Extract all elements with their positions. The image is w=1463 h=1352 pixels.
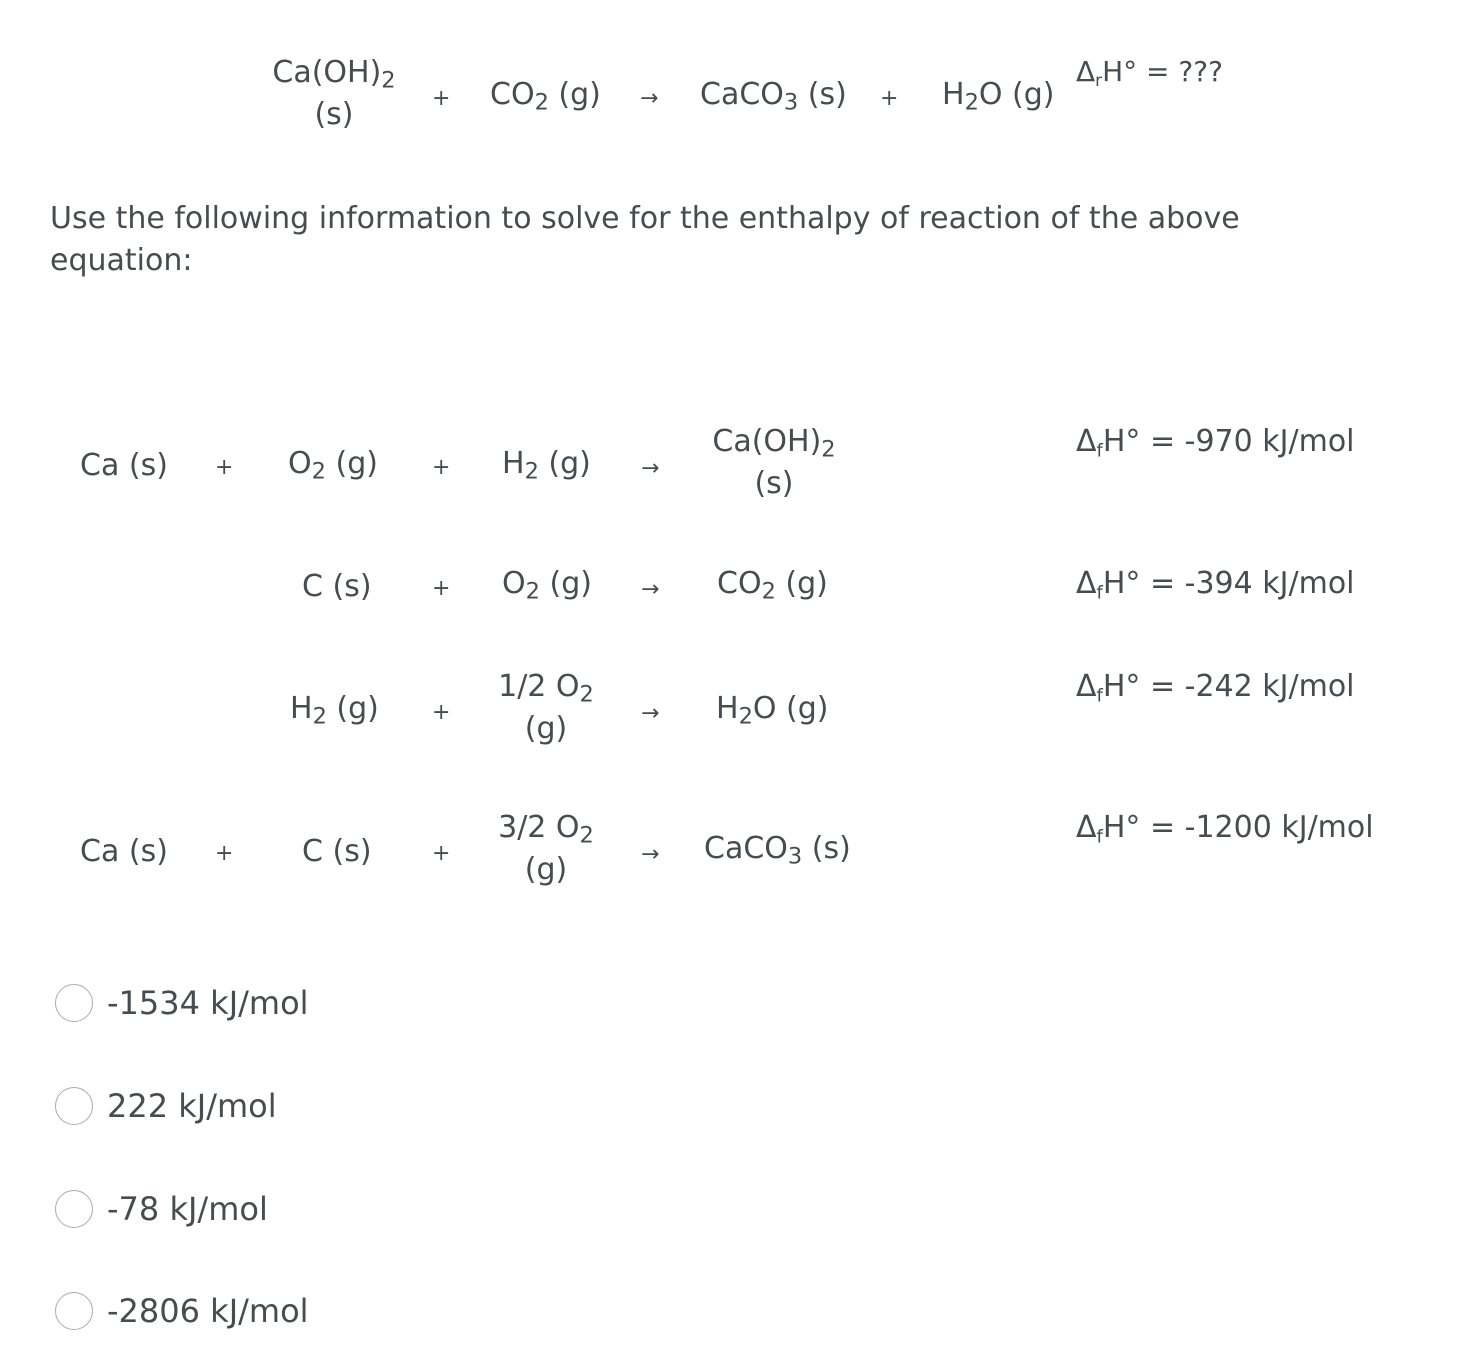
answer-choice-1[interactable] (55, 982, 309, 1024)
radio-button[interactable] (55, 1292, 93, 1330)
eq4-reactant-ca: Ca (s) (80, 834, 168, 869)
answer-choice-label: -1534 kJ/mol (107, 984, 309, 1022)
eq1-product-caoh2: $Ca(OH)_2$ (s) (712, 424, 836, 501)
eq4-reactant-c: C (s) (302, 834, 372, 869)
eq4-plus-1: + (215, 841, 234, 866)
eq3-plus-1: + (432, 700, 451, 725)
eq1-delta-h: $\Delta_fH^\circ = -970$ kJ/mol (1076, 424, 1355, 462)
eq4-delta-h: $\Delta_fH^\circ = -1200$ kJ/mol (1076, 810, 1374, 848)
answer-choice-label: -78 kJ/mol (107, 1190, 268, 1228)
answer-choice-4[interactable] (55, 1290, 309, 1332)
eq2-product-co2: $CO_2$ (g) (717, 566, 828, 605)
answer-choice-label: -2806 kJ/mol (107, 1292, 309, 1330)
radio-button[interactable] (55, 1190, 93, 1228)
target-plus-2: + (880, 86, 899, 111)
eq4-arrow: → (641, 842, 660, 867)
eq3-reactant-half-o2: 1/2 $O_2$ (g) (498, 669, 594, 746)
eq4-product-caco3: CaCO$_3$ (s) (704, 831, 851, 870)
eq3-reactant-h2: $H_2$ (g) (290, 691, 379, 730)
answer-choice-label: 222 kJ/mol (107, 1087, 277, 1125)
eq1-reactant-ca: Ca (s) (80, 448, 168, 483)
target-arrow: → (640, 86, 659, 111)
answer-choice-2[interactable] (55, 1085, 277, 1127)
eq3-arrow: → (641, 701, 660, 726)
target-product-caco3: CaCO$_3$ (s) (700, 77, 847, 116)
eq1-reactant-o2: $O_2$ (g) (288, 446, 378, 485)
answer-choice-3[interactable] (55, 1188, 268, 1230)
radio-button[interactable] (55, 1087, 93, 1125)
eq3-product-h2o: $H_2O$ (g) (716, 691, 829, 730)
eq2-reactant-o2: $O_2$ (g) (502, 566, 592, 605)
eq4-plus-2: + (432, 841, 451, 866)
eq1-arrow: → (641, 456, 660, 481)
target-reactant-caoh2: $Ca(OH)_2$ (s) (272, 55, 396, 132)
eq3-delta-h: $\Delta_fH^\circ = -242$ kJ/mol (1076, 669, 1355, 707)
target-reactant-co2: $CO_2$ (g) (490, 77, 601, 116)
eq4-reactant-three-halves-o2: 3/2 $O_2$ (g) (498, 810, 594, 887)
target-product-h2o: $H_2O$ (g) (942, 77, 1055, 116)
question-prompt: Use the following information to solve for the enthalpy of reaction of the above equation: (50, 201, 1240, 278)
eq2-arrow: → (641, 577, 660, 602)
target-delta-h: $\Delta_rH^\circ$ = ??? (1076, 55, 1223, 91)
radio-button[interactable] (55, 984, 93, 1022)
eq2-reactant-c: C (s) (302, 569, 372, 604)
eq1-reactant-h2: $H_2$ (g) (502, 446, 591, 485)
target-plus-1: + (432, 86, 451, 111)
eq1-plus-2: + (432, 455, 451, 480)
eq2-delta-h: $\Delta_fH^\circ = -394$ kJ/mol (1076, 566, 1355, 604)
eq2-plus-1: + (432, 576, 451, 601)
eq1-plus-1: + (215, 455, 234, 480)
